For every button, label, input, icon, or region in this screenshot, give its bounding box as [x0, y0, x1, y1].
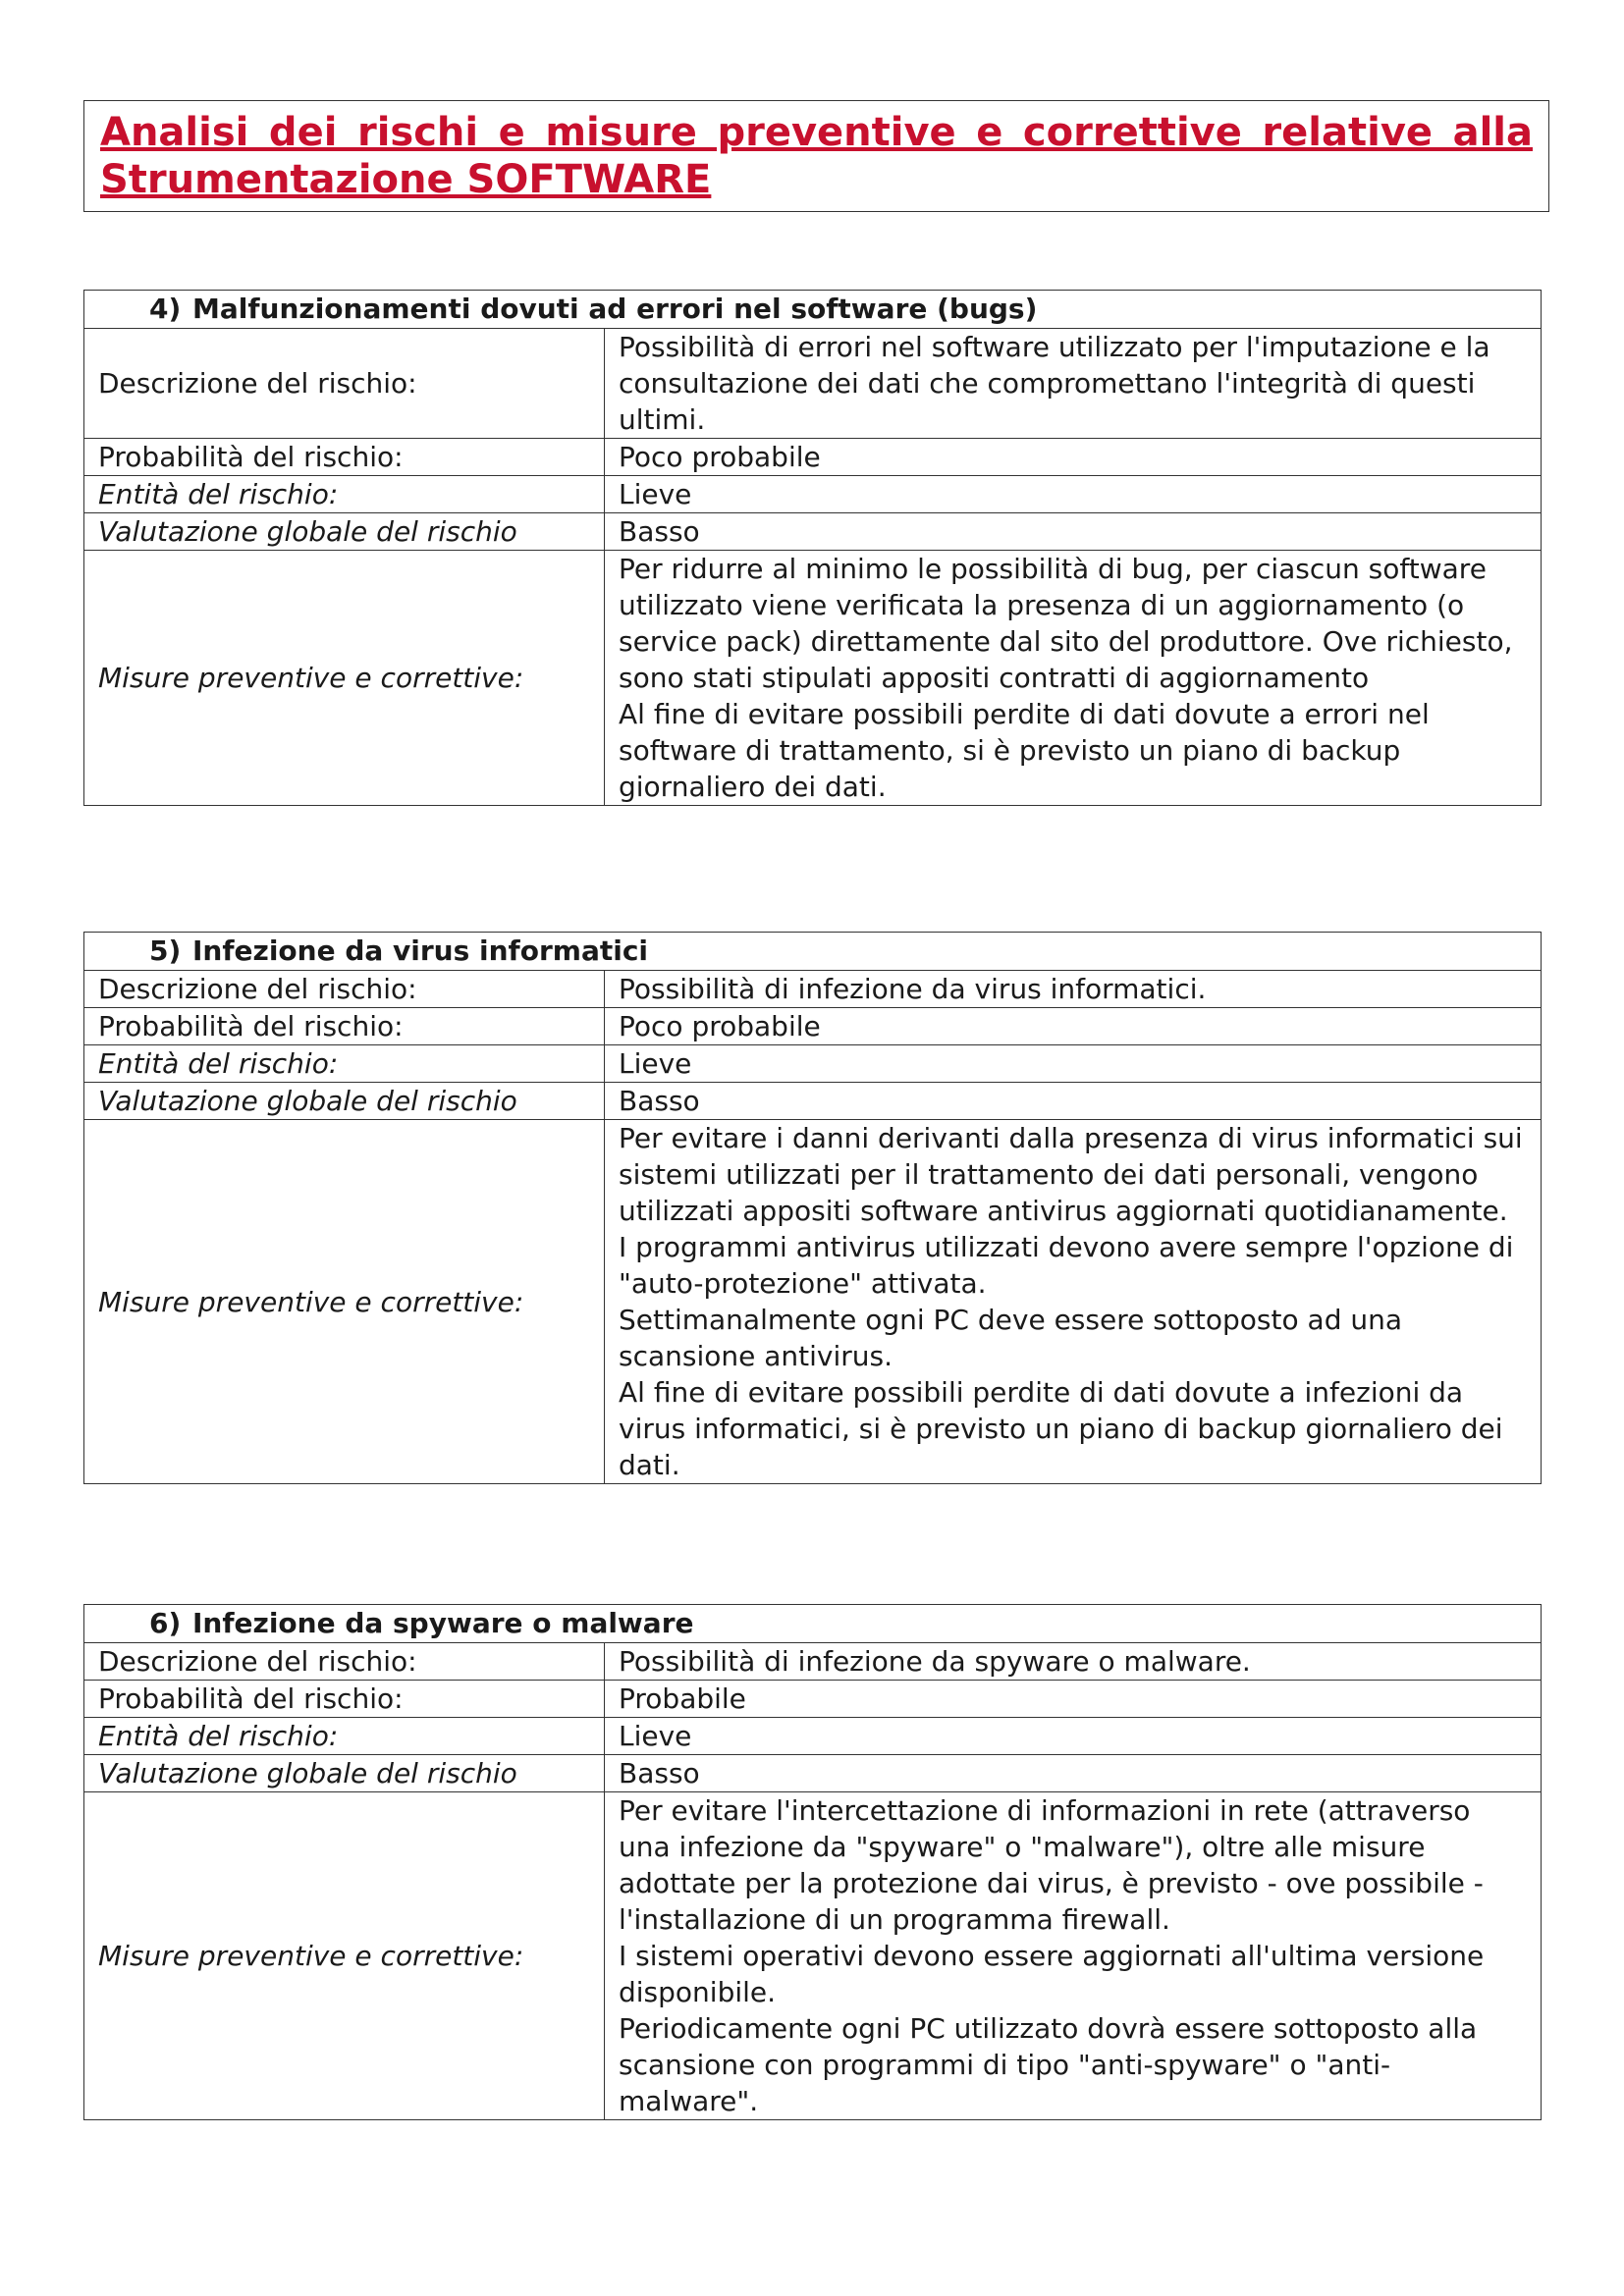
measures-paragraph: Per evitare i danni derivanti dalla presenza di virus informatici sui sistemi utilizzati per il trattamento dei dati personali, vengono utilizzati appositi software antivirus aggiornati quotidianamente. — [619, 1122, 1523, 1227]
risk-title: Infezione da virus informatici — [192, 934, 649, 967]
entity-label: Entità del rischio: — [84, 1045, 605, 1083]
measures-paragraph: Per evitare l'intercettazione di informazioni in rete (attraverso una infezione da "spyware" o "malware"), oltre alle misure adottate per la protezione dai virus, è previsto - ove possibile - l'installazione di un programma firewall. — [619, 1794, 1484, 1936]
risk-table-6 — [83, 1604, 1542, 2120]
measures-value — [605, 1120, 1542, 1484]
evaluation-value: Basso — [605, 1755, 1542, 1792]
risk-header-row — [84, 291, 1542, 329]
probability-value: Poco probabile — [605, 439, 1542, 476]
description-value: Possibilità di infezione da spyware o malware. — [605, 1643, 1542, 1681]
measures-paragraph: Per ridurre al minimo le possibilità di bug, per ciascun software utilizzato viene verificata la presenza di un aggiornamento (o service pack) direttamente dal sito del produttore. Ove richiesto, sono stati stipulati appositi contratti di aggiornamento — [619, 553, 1513, 694]
measures-paragraph: I sistemi operativi devono essere aggiornati all'ultima versione disponibile. — [619, 1940, 1485, 2008]
measures-paragraph: Settimanalmente ogni PC deve essere sottoposto ad una scansione antivirus. — [619, 1304, 1403, 1372]
measures-row — [84, 1120, 1542, 1484]
description-row — [84, 1643, 1542, 1681]
probability-value: Poco probabile — [605, 1008, 1542, 1045]
entity-value: Lieve — [605, 476, 1542, 513]
document-title-box — [83, 100, 1549, 212]
description-label: Descrizione del rischio: — [84, 971, 605, 1008]
description-row — [84, 971, 1542, 1008]
entity-value: Lieve — [605, 1718, 1542, 1755]
evaluation-row — [84, 1083, 1542, 1120]
risk-title: Malfunzionamenti dovuti ad errori nel software (bugs) — [192, 293, 1038, 325]
evaluation-label: Valutazione globale del rischio — [84, 1755, 605, 1792]
measures-paragraph: Al fine di evitare possibili perdite di dati dovute a errori nel software di trattamento, si è previsto un piano di backup giornaliero dei dati. — [619, 698, 1430, 803]
description-row — [84, 329, 1542, 439]
measures-paragraph: Al fine di evitare possibili perdite di dati dovute a infezioni da virus informatici, si è previsto un piano di backup giornaliero dei dati. — [619, 1376, 1503, 1481]
evaluation-label: Valutazione globale del rischio — [84, 513, 605, 551]
description-value: Possibilità di errori nel software utilizzato per l'imputazione e la consultazione dei dati che compromettano l'integrità di questi ultimi. — [605, 329, 1542, 439]
risk-header — [84, 1605, 1542, 1643]
measures-value — [605, 551, 1542, 806]
entity-value: Lieve — [605, 1045, 1542, 1083]
measures-row — [84, 551, 1542, 806]
document-title — [100, 109, 1533, 203]
entity-row — [84, 1718, 1542, 1755]
evaluation-row — [84, 1755, 1542, 1792]
risk-header — [84, 291, 1542, 329]
description-label: Descrizione del rischio: — [84, 329, 605, 439]
probability-label: Probabilità del rischio: — [84, 1681, 605, 1718]
risk-number: 4) — [149, 293, 182, 325]
measures-label: Misure preventive e correttive: — [84, 551, 605, 806]
measures-value — [605, 1792, 1542, 2120]
risk-title: Infezione da spyware o malware — [192, 1607, 694, 1639]
probability-value: Probabile — [605, 1681, 1542, 1718]
evaluation-label: Valutazione globale del rischio — [84, 1083, 605, 1120]
probability-label: Probabilità del rischio: — [84, 439, 605, 476]
evaluation-value: Basso — [605, 1083, 1542, 1120]
evaluation-row — [84, 513, 1542, 551]
measures-row — [84, 1792, 1542, 2120]
risk-number: 5) — [149, 934, 182, 967]
measures-label: Misure preventive e correttive: — [84, 1792, 605, 2120]
risk-table-4 — [83, 290, 1542, 806]
entity-row — [84, 1045, 1542, 1083]
risk-number: 6) — [149, 1607, 182, 1639]
probability-row — [84, 439, 1542, 476]
measures-label: Misure preventive e correttive: — [84, 1120, 605, 1484]
entity-label: Entità del rischio: — [84, 476, 605, 513]
risk-header-row — [84, 1605, 1542, 1643]
entity-row — [84, 476, 1542, 513]
entity-label: Entità del rischio: — [84, 1718, 605, 1755]
probability-label: Probabilità del rischio: — [84, 1008, 605, 1045]
risk-table-5 — [83, 932, 1542, 1484]
description-value: Possibilità di infezione da virus informatici. — [605, 971, 1542, 1008]
probability-row — [84, 1008, 1542, 1045]
document-title-line-1: Analisi dei rischi e misure preventive e correttive relative alla — [100, 110, 1533, 155]
description-label: Descrizione del rischio: — [84, 1643, 605, 1681]
risk-header-row — [84, 933, 1542, 971]
risk-header — [84, 933, 1542, 971]
document-title-line-2: Strumentazione SOFTWARE — [100, 157, 712, 202]
probability-row — [84, 1681, 1542, 1718]
measures-paragraph: I programmi antivirus utilizzati devono avere sempre l'opzione di "auto-protezione" attivata. — [619, 1231, 1514, 1300]
measures-paragraph: Periodicamente ogni PC utilizzato dovrà essere sottoposto alla scansione con programmi di tipo "anti-spyware" o "anti-malware". — [619, 2012, 1478, 2117]
evaluation-value: Basso — [605, 513, 1542, 551]
